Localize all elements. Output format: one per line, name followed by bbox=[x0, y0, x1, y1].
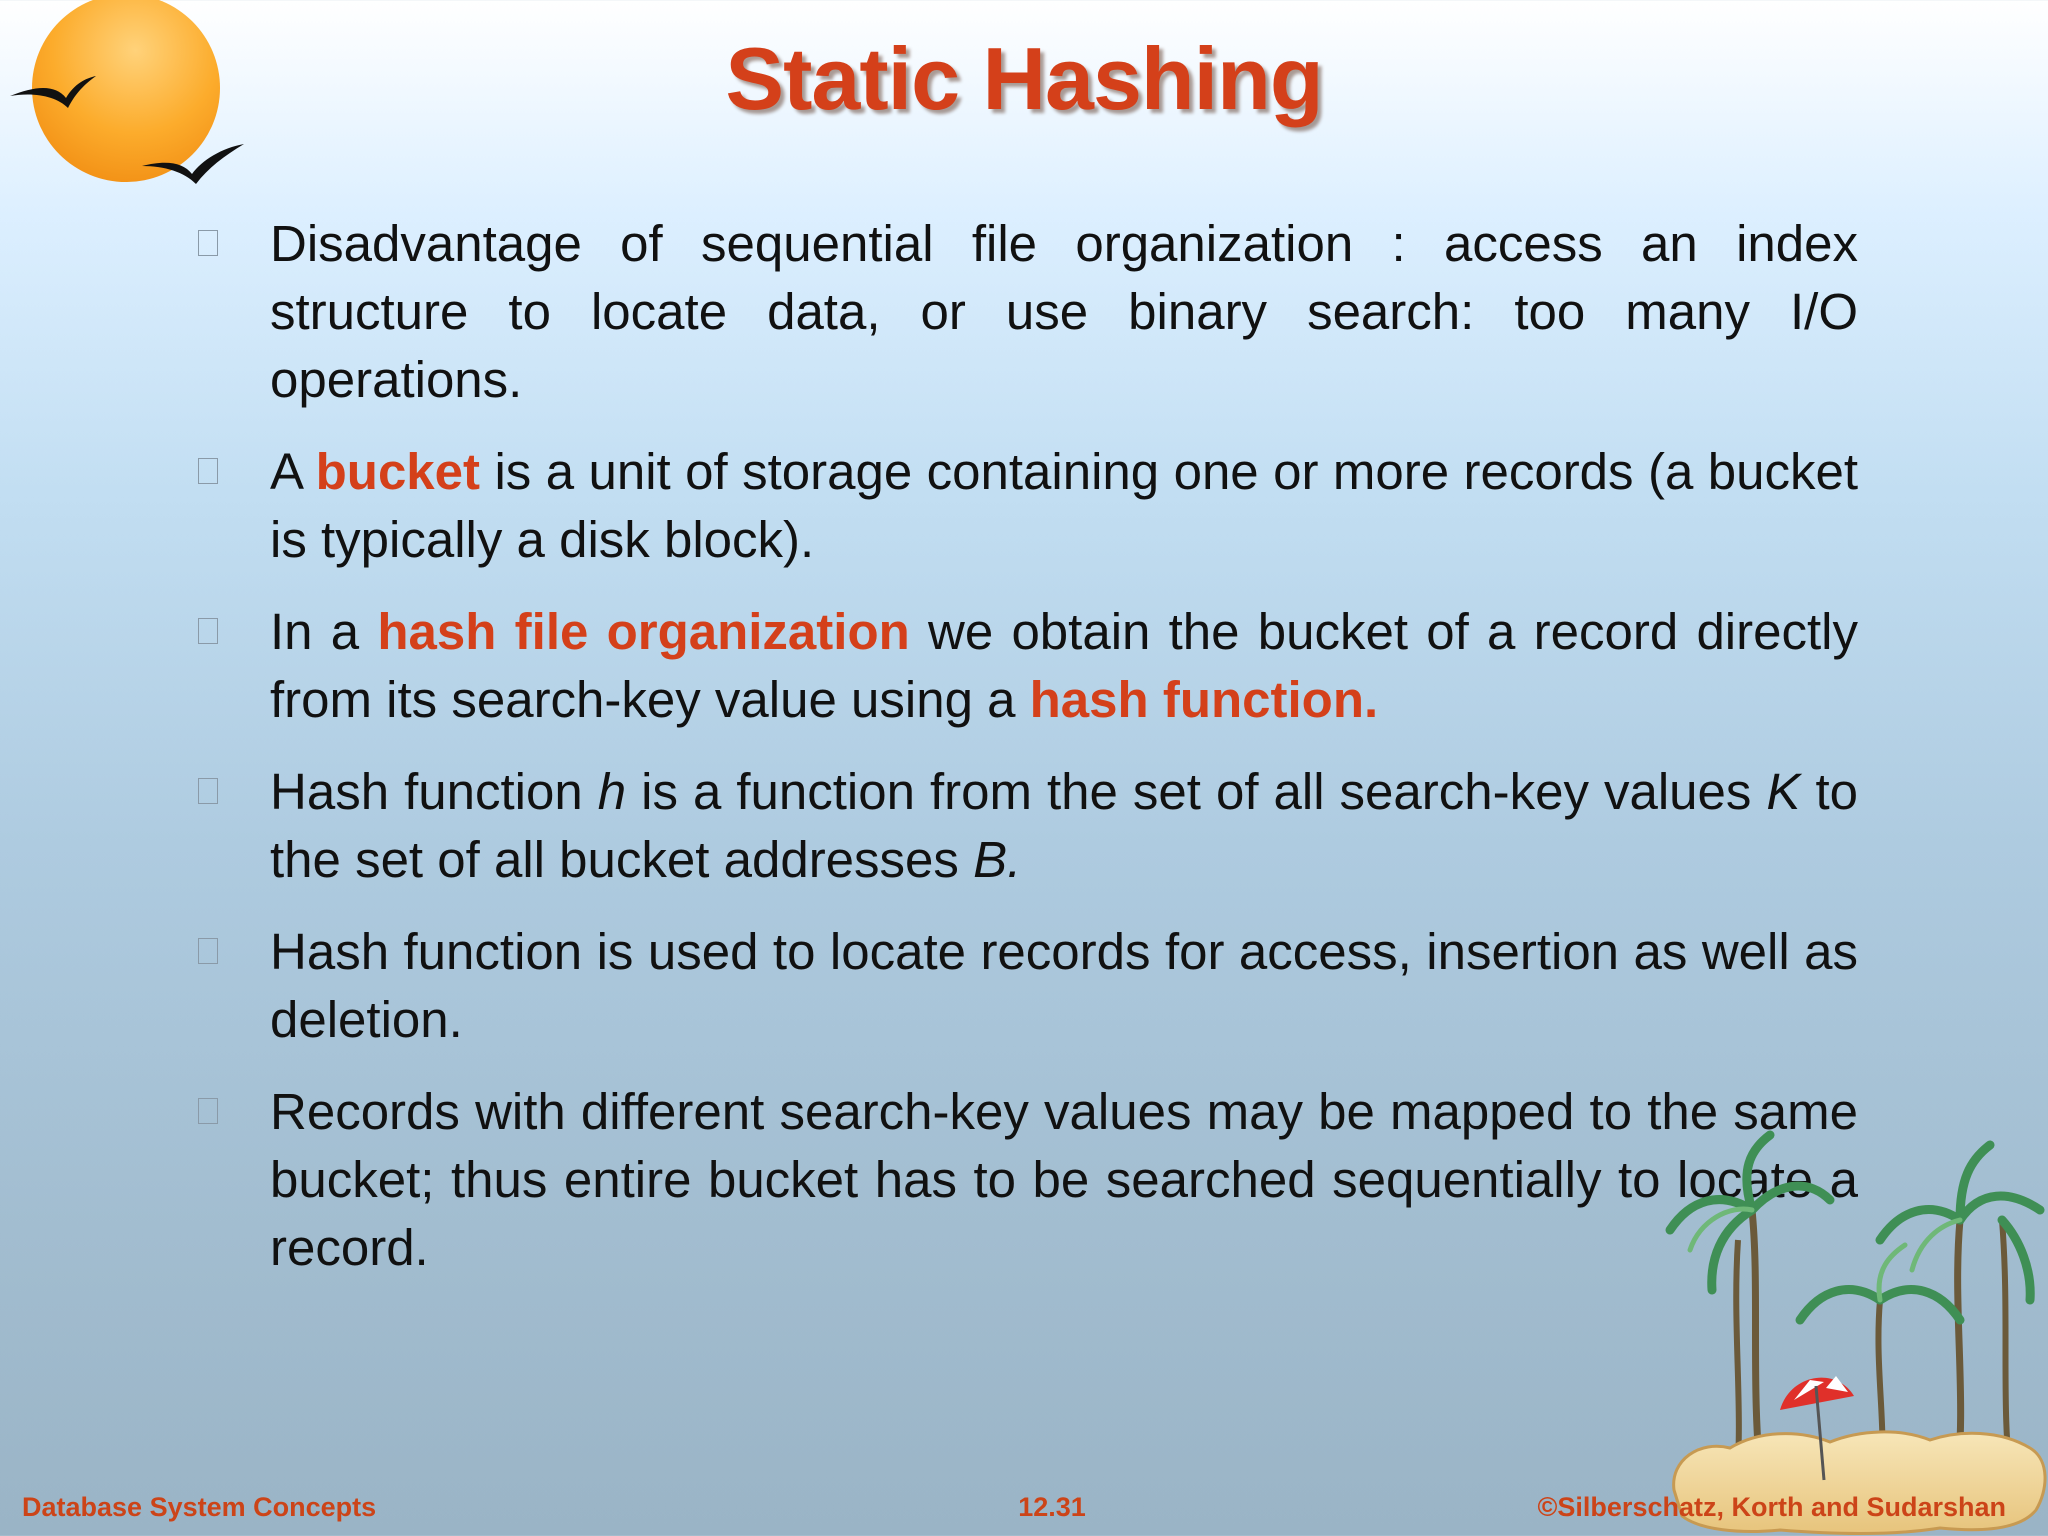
highlighted-term: hash function. bbox=[1029, 671, 1379, 728]
text-run: In a bbox=[270, 603, 378, 660]
bullet-square-icon bbox=[198, 618, 218, 644]
text-run: we obtain the bucket of a record directly from its search-key value using a bbox=[270, 603, 1858, 728]
bullet-list bbox=[198, 210, 1858, 1306]
text-run: is a function from the set of all search-key values bbox=[626, 763, 1767, 820]
bullet-item bbox=[198, 918, 1858, 1054]
text-run: is a unit of storage containing one or more records (a bucket is typically a disk block). bbox=[270, 443, 1858, 568]
palm-island-icon bbox=[1660, 1130, 2048, 1536]
text-run: Hash function bbox=[270, 763, 598, 820]
italic-symbol: h bbox=[597, 763, 627, 820]
bullet-square-icon bbox=[198, 1098, 218, 1124]
bullet-square-icon bbox=[198, 230, 218, 256]
text-run: A bbox=[270, 443, 316, 500]
text-run: Hash function is used to locate records for access, insertion as well as deletion. bbox=[270, 923, 1858, 1048]
bullet-item bbox=[198, 210, 1858, 414]
italic-symbol: K bbox=[1766, 763, 1801, 820]
bullet-square-icon bbox=[198, 458, 218, 484]
bullet-item bbox=[198, 1078, 1858, 1282]
highlighted-term: bucket bbox=[315, 443, 481, 500]
footer-slide-number: 12.31 bbox=[1018, 1492, 1086, 1522]
bullet-item bbox=[198, 758, 1858, 894]
bullet-text bbox=[270, 758, 1858, 894]
bullet-item bbox=[198, 598, 1858, 734]
text-run: to the set of all bucket addresses bbox=[270, 763, 1859, 888]
bullet-text bbox=[270, 438, 1858, 574]
bullet-text bbox=[270, 598, 1858, 734]
text-run: Disadvantage of sequential file organization : access an index structure to locate data, or use binary search: too many I/O operations. bbox=[270, 215, 1858, 408]
bullet-square-icon bbox=[198, 778, 218, 804]
page-title: Static Hashing bbox=[725, 29, 1323, 128]
bullet-item bbox=[198, 438, 1858, 574]
highlighted-term: hash file organization bbox=[377, 603, 910, 660]
bullet-text bbox=[270, 918, 1858, 1054]
bullet-text bbox=[270, 210, 1858, 414]
bullet-square-icon bbox=[198, 938, 218, 964]
italic-symbol: B. bbox=[973, 831, 1022, 888]
bullet-text bbox=[270, 1078, 1858, 1282]
footer-copyright: ©Silberschatz, Korth and Sudarshan bbox=[1537, 1492, 2006, 1522]
footer-course-title: Database System Concepts bbox=[22, 1492, 377, 1522]
text-run: Records with different search-key values may be mapped to the same bucket; thus entire bucket has to be searched sequentially to locate a record. bbox=[270, 1083, 1858, 1276]
